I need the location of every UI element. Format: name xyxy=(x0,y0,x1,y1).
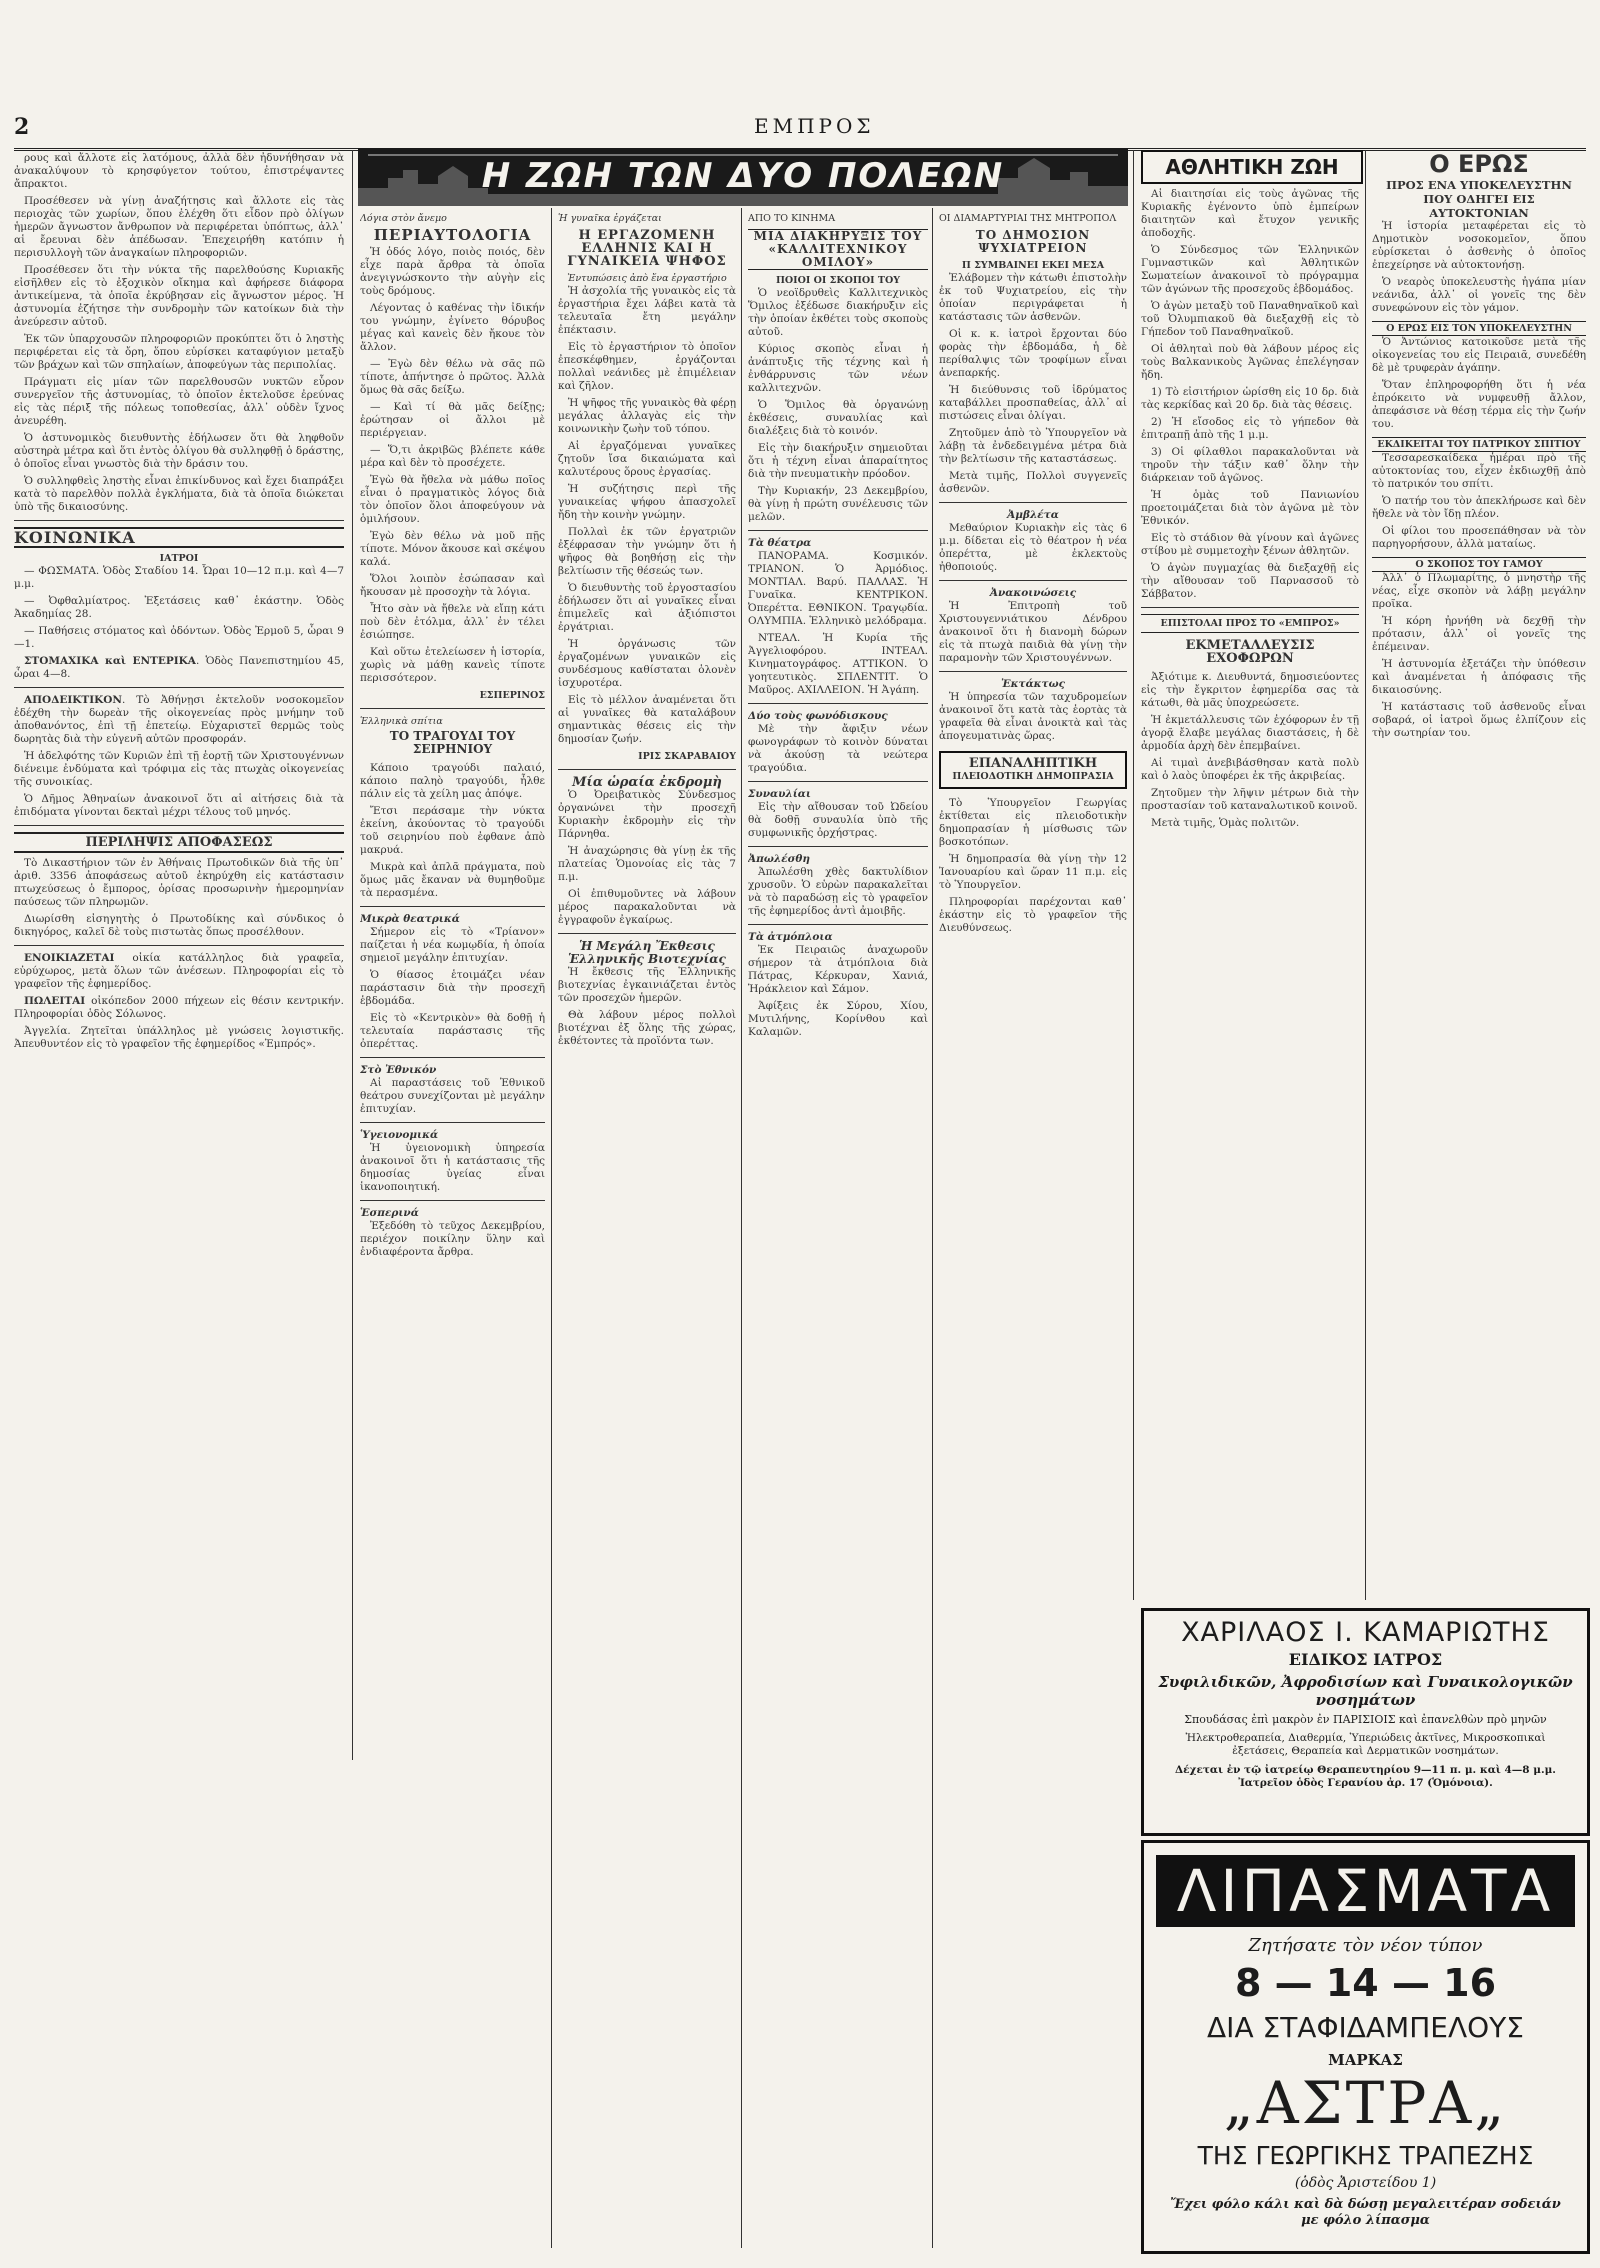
col3-kicker: Ἡ γυναῖκα ἐργάζεται xyxy=(558,213,662,224)
fertilizer-advertisement xyxy=(1141,1840,1590,2254)
col2-second-kicker: Ἑλληνικὰ σπίτια xyxy=(360,716,443,727)
column-rule xyxy=(551,208,552,2248)
letters-heading: ΕΠΙΣΤΟΛΑΙ ΠΡΟΣ ΤΟ «ΕΜΠΡΟΣ» xyxy=(1141,614,1359,633)
col4-lost-heading: Ἀπωλέσθη xyxy=(748,853,810,865)
column-3: Ἡ γυναῖκα ἐργάζεται Η ΕΡΓΑΖΟΜΕΝΗ ΕΛΛΗΝΙΣ ΚΑΙ Η ΓΥΝΑΙΚΕΙΑ ΨΗΦΟΣ Ἐντυπώσεις ἀπὸ ἕνα ἐργαστήριο Ἡ ἀσχολία τῆς γυναικὸς εἰς τὰ ἐργαστήρια ἔχει λάβει κατὰ τὰ τελευταῖα ἔτη μεγάλην ἐπέκτασιν. Εἰς τὸ ἐργαστήριον τὸ ὁποῖον ἐπεσκέφθημεν, ἐργάζονται πολλαὶ νεάνιδες μὲ ἐπιμέλειαν καὶ ζῆλον. Ἡ ψῆφος τῆς γυναικὸς θὰ φέρῃ μεγάλας ἀλλαγὰς εἰς τὴν κοινωνικὴν ζωὴν τοῦ τόπου. Αἱ ἐργαζόμεναι γυναῖκες ζητοῦν ἴσα δικαιώματα καὶ καλυτέρους ὅρους ἐργασίας. Ἡ συζήτησις περὶ τῆς γυναικείας ψήφου ἀπασχολεῖ ἤδη τὴν κοινὴν γνώμην. Πολλαὶ ἐκ τῶν ἐργατριῶν ἐξέφρασαν τὴν γνώμην ὅτι ἡ ψῆφος θὰ βοηθήσῃ εἰς τὴν βελτίωσιν τῆς θέσεώς των. Ὁ διευθυντὴς τοῦ ἐργοστασίου ἐδήλωσεν ὅτι αἱ γυναῖκες εἶναι ἐπιμελεῖς καὶ ἀξιόπιστοι ἐργάτριαι. Ἡ ὀργάνωσις τῶν ἐργαζομένων γυναικῶν εἰς συνδέσμους καθίσταται ὁλονὲν ἰσχυροτέρα. Εἰς τὸ μέλλον ἀναμένεται ὅτι αἱ γυναῖκες θὰ καταλάβουν σημαντικὰς θέσεις εἰς τὴν δημοσίαν ζωήν. ΙΡΙΣ ΣΚΑΡΑΒΑΙΟΥ Μία ὡραία ἐκδρομὴ Ὁ Ὀρειβατικὸς Σύνδεσμος ὀργανώνει τὴν προσεχῆ Κυριακὴν ἐκδρομὴν εἰς τὴν Πάρνηθα. Ἡ ἀναχώρησις θὰ γίνῃ ἐκ τῆς πλατείας Ὁμονοίας εἰς τὰς 7 π.μ. Οἱ ἐπιθυμοῦντες νὰ λάβουν μέρος παρακαλοῦνται νὰ ἐγγραφοῦν ἐγκαίρως. Ἡ Μεγάλη Ἔκθεσις Ἑλληνικῆς Βιοτεχνίας Ἡ ἔκθεσις τῆς Ἑλληνικῆς βιοτεχνίας ἐγκαινιάζεται ἐντὸς τῶν προσεχῶν ἡμερῶν. Θὰ λάβουν μέρος πολλοὶ βιοτέχναι ἐξ ὅλης τῆς χώρας, ἐκθέτοντες τὰ προϊόντα των. xyxy=(558,213,736,1047)
doctor-specialty: Συφιλιδικῶν, Ἀφροδισίων καὶ Γυναικολογικῶν νοσημάτων xyxy=(1158,1673,1573,1709)
page-header xyxy=(14,114,1586,151)
eros-second-heading: Ο ΕΡΩΣ ΕΙΣ ΤΟΝ ΥΠΟΚΕΛΕΥΣΤΗΝ xyxy=(1372,321,1586,336)
athletic-life-heading: ΑΘΛΗΤΙΚΗ ΖΩΗ xyxy=(1141,150,1363,184)
col3-title: Η ΕΡΓΑΖΟΜΕΝΗ ΕΛΛΗΝΙΣ ΚΑΙ Η ΓΥΝΑΙΚΕΙΑ ΨΗΦΟΣ xyxy=(567,228,727,269)
fertilizer-brand-label: ΜΑΡΚΑΣ xyxy=(1328,2051,1403,2069)
apodeiktikon-label: ΑΠΟΔΕΙΚΤΙΚΟΝ xyxy=(24,694,122,706)
fertilizer-brand: „ΑΣΤΡΑ„ xyxy=(1223,2069,1508,2137)
page-number: 2 xyxy=(14,114,30,140)
column-rule xyxy=(352,150,353,1760)
auction-title: ΕΠΑΝΑΛΗΠΤΙΚΗ xyxy=(968,756,1098,771)
auction-subtitle: ΠΛΕΙΟΔΟΤΙΚΗ ΔΗΜΟΠΡΑΣΙΑ xyxy=(952,771,1114,782)
fertilizer-title: ΛΙΠΑΣΜΑΤΑ xyxy=(1156,1855,1575,1927)
col2-sixth-title: Ἑσπερινά xyxy=(360,1207,419,1219)
column-rule xyxy=(1133,150,1134,1600)
col2-second-title: ΤΟ ΤΡΑΓΟΥΔΙ ΤΟΥ ΣΕΙΡΗΝΙΟΥ xyxy=(389,729,516,756)
doctor-title: ΕΙΔΙΚΟΣ ΙΑΤΡΟΣ xyxy=(1288,1650,1443,1669)
col5-kicker: ΟΙ ΔΙΑΜΑΡΤΥΡΙΑΙ ΤΗΣ ΜΗΤΡΟΠΟΛ xyxy=(939,213,1117,224)
fertilizer-line1: Ζητήσατε τὸν νέον τύπον xyxy=(1248,1935,1483,1956)
col2-third-title: Μικρὰ θεατρικά xyxy=(360,913,460,925)
auction-box xyxy=(939,751,1127,789)
doctor-services: Ἠλεκτροθεραπεία, Διαθερμία, Ὑπεριώδεις ἀκτῖνες, Μικροσκοπικαὶ ἐξετάσεις, Θεραπεία καὶ Δερματικῶν νοσημάτων. xyxy=(1185,1732,1546,1757)
koinonika-heading: ΚΟΙΝΩΝΙΚΑ xyxy=(14,527,344,548)
col5-title: ΤΟ ΔΗΜΟΣΙΟΝ ΨΥΧΙΑΤΡΕΙΟΝ xyxy=(975,228,1091,255)
poleitai-label: ΠΩΛΕΙΤΑΙ xyxy=(24,995,86,1007)
col5-second-title: Ἀμβλέτα xyxy=(1007,509,1059,521)
col3-second-title: Μία ὡραία ἐκδρομὴ xyxy=(572,775,722,790)
column-rule xyxy=(741,208,742,2248)
iatroi-heading: ΙΑΤΡΟΙ xyxy=(159,553,199,564)
col4-subtitle: ΠΟΙΟΙ ΟΙ ΣΚΟΠΟΙ ΤΟΥ xyxy=(775,275,901,286)
enoikiazetai-label: ΕΝΟΙΚΙΑΖΕΤΑΙ xyxy=(24,952,115,964)
col4-theaters-heading: Τὰ θέατρα xyxy=(748,537,812,549)
col4-kicker: ΑΠΟ ΤΟ ΚΙΝΗΜΑ xyxy=(748,213,836,224)
section-banner xyxy=(358,148,1128,206)
doctor-training: Σπουδάσας ἐπὶ μακρὸν ἐν ΠΑΡΙΣΙΟΙΣ καὶ ἐπανελθὼν πρὸ μηνῶν xyxy=(1184,1713,1547,1726)
col3-third-title: Ἡ Μεγάλη Ἔκθεσις Ἑλληνικῆς Βιοτεχνίας xyxy=(568,939,726,966)
column-rule xyxy=(932,208,933,2248)
column-5: ΟΙ ΔΙΑΜΑΡΤΥΡΙΑΙ ΤΗΣ ΜΗΤΡΟΠΟΛ ΤΟ ΔΗΜΟΣΙΟΝ ΨΥΧΙΑΤΡΕΙΟΝ Π ΣΥΜΒΑΙΝΕΙ ΕΚΕΙ ΜΕΣΑ Ἐλάβομεν τὴν κάτωθι ἐπιστολὴν ἐκ τοῦ Ψυχιατρείου, εἰς τὴν ὁποίαν περιγράφεται ἡ κατάστασις τῶν ἀσθενῶν. Οἱ κ. κ. ἰατροὶ ἔρχονται δύο φορὰς τὴν ἑβδομάδα, ἡ δὲ περίθαλψις τῶν τροφίμων εἶναι ἀνεπαρκής. Ἡ διεύθυνσις τοῦ ἱδρύματος καταβάλλει προσπαθείας, ἀλλ᾿ αἱ πιστώσεις εἶναι ὀλίγαι. Ζητοῦμεν ἀπὸ τὸ Ὑπουργεῖον νὰ λάβῃ τὰ ἐνδεδειγμένα μέτρα διὰ τὴν βελτίωσιν τῆς καταστάσεως. Μετὰ τιμῆς, Πολλοὶ συγγενεῖς ἀσθενῶν. Ἀμβλέτα Μεθαύριον Κυριακὴν εἰς τὰς 6 μ.μ. δίδεται εἰς τὸ θέατρον ἡ νέα ὀπερέττα, μὲ ἐκλεκτοὺς ἠθοποιούς. Ἀνακοινώσεις Ἡ Ἐπιτροπὴ τοῦ Χριστουγεννιάτικου Δένδρου ἀνακοινοῖ ὅτι ἡ διανομὴ δώρων εἰς τὰ πτωχὰ παιδιὰ θὰ γίνῃ τὴν παραμονὴν τῶν Χριστουγέννων. Ἐκτάκτως Ἡ ὑπηρεσία τῶν ταχυδρομείων ἀνακοινοῖ ὅτι κατὰ τὰς ἑορτὰς τὰ γραφεῖα θὰ εἶναι ἀνοικτὰ καὶ τὰς ἀπογευματινὰς ὥρας. ΕΠΑΝΑΛΗΠΤΙΚΗ ΠΛΕΙΟΔΟΤΙΚΗ ΔΗΜΟΠΡΑΣΙΑ Τὸ Ὑπουργεῖον Γεωργίας ἐκτίθεται εἰς πλειοδοτικὴν δημοπρασίαν ἡ μίσθωσις τῶν βοσκοτόπων. Ἡ δημοπρασία θὰ γίνῃ τὴν 12 Ἰανουαρίου καὶ ὥραν 11 π.μ. εἰς τὸ Ὑπουργεῖον. Πληροφορίαι παρέχονται καθ᾿ ἑκάστην εἰς τὸ γραφεῖον τῆς Διευθύνσεως. xyxy=(939,213,1127,934)
col2-signature: ΕΣΠΕΡΙΝΟΣ xyxy=(479,690,545,701)
doctor-advertisement xyxy=(1141,1608,1590,1836)
stomatikos-label: ΣΤΟΜΑΧΙΚΑ καὶ ΕΝΤΕΡΙΚΑ xyxy=(24,655,196,667)
col5-fourth-title: Ἐκτάκτως xyxy=(1001,678,1065,690)
column-rule xyxy=(1365,150,1366,1600)
col4-title: ΜΙΑ ΔΙΑΚΗΡΥΞΙΣ ΤΟΥ «ΚΑΛΛΙΤΕΧΝΙΚΟΥ ΟΜΙΛΟΥ» xyxy=(748,229,928,270)
left-column: ρους καὶ ἄλλοτε εἰς λατόμους, ἀλλὰ δὲν ἠδυνήθησαν νὰ ἀνακαλύψουν τὸ κρησφύγετον τούτου, ἐπιστρέψαντες ἄπρακτοι. Προσέθεσεν νὰ γίνῃ ἀναζήτησις καὶ ἄλλοτε εἰς τὰς περιοχὰς τῶν χωρίων, ὅπου ἐλέχθη ὅτι εἶδον πρὸ ὀλίγων ἡμερῶν ἄγνωστον ἄνθρωπον νὰ περιφέρεται ὑπόπτως, ἀλλ᾿ αἱ ἔρευναι δὲν ἀπέδωσαν. Ἐπεχειρήθη κατόπιν ἡ περισυλλογὴ τῶν ἀναγκαίων πληροφοριῶν. Προσέθεσεν ὅτι τὴν νύκτα τῆς παρελθούσης Κυριακῆς εἰσῆλθεν εἰς τὸ ἐξοχικὸν οἴκημα καὶ ἀφήρεσε διάφορα ἀντικείμενα, τὰ ὁποῖα ἐκρύβησαν εἰς ἄγνωστον μέρος. Ἡ ἀστυνομία ἐζήτησε τὴν συνδρομὴν τῶν κατοίκων διὰ τὴν ἀνεύρεσιν αὐτοῦ. Ἐκ τῶν ὑπαρχουσῶν πληροφοριῶν προκύπτει ὅτι ὁ ληστὴς περιφέρεται εἰς τὰ ὄρη, ὅπου εὑρίσκει καταφύγιον μεταξὺ τῶν βράχων καὶ τῶν σπηλαίων, ἀποφεύγων τὰς περιπολίας. Πράγματι εἰς μίαν τῶν παρελθουσῶν νυκτῶν εὗρον συνεργεῖον τῆς ἀστυνομίας, τὸ ὁποῖον ἐκτελοῦσε ἐρεύνας εἰς τὰς πέριξ τῆς πόλεως τοποθεσίας, ἀλλ᾿ οὐδὲν ἴχνος ἀνευρέθη. Ὁ ἀστυνομικὸς διευθυντὴς ἐδήλωσεν ὅτι θὰ ληφθοῦν αὐστηρὰ μέτρα καὶ ὅτι ἐντὸς ὀλίγου θὰ συλληφθῇ ὁ δράστης, ὁ ὁποῖος εἶναι γνωστὸς διὰ τὴν δράσιν του. Ὁ συλληφθεὶς ληστὴς εἶναι ἐπικίνδυνος καὶ ἔχει διαπράξει κατὰ τὸ παρελθὸν πολλὰ ἐγκλήματα, διὰ τὰ ὁποῖα διώκεται ὑπὸ τῆς δικαιοσύνης. ΚΟΙΝΩΝΙΚΑ ΙΑΤΡΟΙ — ΦΩΣΜΑΤΑ. Ὁδὸς Σταδίου 14. Ὧραι 10—12 π.μ. καὶ 4—7 μ.μ. — Ὀφθαλμίατρος. Ἐξετάσεις καθ᾿ ἑκάστην. Ὁδὸς Ἀκαδημίας 28. — Παθήσεις στόματος καὶ ὀδόντων. Ὁδὸς Ἐρμοῦ 5, ὧραι 9—1. ΣΤΟΜΑΧΙΚΑ καὶ ΕΝΤΕΡΙΚΑ. Ὁδὸς Πανεπιστημίου 45, ὧραι 4—8. ΑΠΟΔΕΙΚΤΙΚΟΝ. Τὸ Ἀθήνῃσι ἐκτελοῦν νοσοκομεῖον ἐδέχθη τὴν δωρεὰν τῆς οἰκογενείας πρὸς μνήμην τοῦ ἀποθανόντος, ἐπὶ τῇ ἐπετείῳ. Εὐχαριστεῖ θερμῶς τοὺς δωρητὰς διὰ τὴν εὐγενῆ αὐτῶν προσφοράν. Ἡ ἀδελφότης τῶν Κυριῶν ἐπὶ τῇ ἑορτῇ τῶν Χριστουγέννων διένειμε ἐνδύματα καὶ τρόφιμα εἰς τὰς πτωχὰς οἰκογενείας τῆς συνοικίας. Ὁ Δῆμος Ἀθηναίων ἀνακοινοῖ ὅτι αἱ αἰτήσεις διὰ τὰ ἐπιδόματα γίνονται δεκταὶ μέχρι τέλους τοῦ μηνός. ΠΕΡΙΛΗΨΙΣ ΑΠΟΦΑΣΕΩΣ Τὸ Δικαστήριον τῶν ἐν Ἀθήναις Πρωτοδικῶν διὰ τῆς ὑπ᾿ ἀριθ. 3356 ἀποφάσεως αὐτοῦ ἐκηρύχθη εἰς κατάστασιν πτωχεύσεως ὁ ἔμπορος, ὁρίσας προσωρινὴν ἡμερομηνίαν παύσεως τῶν πληρωμῶν. Διωρίσθη εἰσηγητὴς ὁ Πρωτοδίκης καὶ σύνδικος ὁ δικηγόρος, καλεῖ δὲ τοὺς πιστωτὰς ὅπως προσέλθουν. ΕΝΟΙΚΙΑΖΕΤΑΙ οἰκία κατάλληλος διὰ γραφεῖα, εὐρύχωρος, μετὰ ὅλων τῶν ἀνέσεων. Πληροφορίαι εἰς τὸ γραφεῖον τῆς ἐφημερίδος. ΠΩΛΕΙΤΑΙ οἰκόπεδον 2000 πήχεων εἰς θέσιν κεντρικήν. Πληροφορίαι ὁδὸς Σόλωνος. Ἀγγελία. Ζητεῖται ὑπάλληλος μὲ γνώσεις λογιστικῆς. Ἀπευθυντέον εἰς τὸ γραφεῖον τῆς ἐφημερίδος «Ἐμπρός». xyxy=(14,152,344,1050)
col3-subtitle: Ἐντυπώσεις ἀπὸ ἕνα ἐργαστήριο xyxy=(567,273,727,284)
col4-concert-heading: Συναυλίαι xyxy=(748,788,811,800)
col5-third-title: Ἀνακοινώσεις xyxy=(989,587,1077,599)
eros-subtitle: ΠΡΟΣ ΕΝΑ ΥΠΟΚΕΛΕΥΣΤΗΝ ΠΟΥ ΟΔΗΓΕΙ ΕΙΣ ΑΥΤΟΚΤΟΝΙΑΝ xyxy=(1386,178,1572,220)
perilipsis-heading: ΠΕΡΙΛΗΨΙΣ ΑΠΟΦΑΣΕΩΣ xyxy=(14,832,344,853)
eros-fourth-heading: Ο ΣΚΟΠΟΣ ΤΟΥ ΓΑΜΟΥ xyxy=(1372,557,1586,572)
col4-ships-heading: Τὰ ἀτμόπλοια xyxy=(748,931,833,943)
fertilizer-bank: ΤΗΣ ΓΕΩΡΓΙΚΗΣ ΤΡΑΠΕΖΗΣ xyxy=(1197,2141,1534,2170)
column-4: ΑΠΟ ΤΟ ΚΙΝΗΜΑ ΜΙΑ ΔΙΑΚΗΡΥΞΙΣ ΤΟΥ «ΚΑΛΛΙΤΕΧΝΙΚΟΥ ΟΜΙΛΟΥ» ΠΟΙΟΙ ΟΙ ΣΚΟΠΟΙ ΤΟΥ Ὁ νεοϊδρυθεὶς Καλλιτεχνικὸς Ὅμιλος ἐξέδωσε διακήρυξιν εἰς τὴν ὁποίαν ἐκθέτει τοὺς σκοποὺς αὐτοῦ. Κύριος σκοπὸς εἶναι ἡ ἀνάπτυξις τῆς τέχνης καὶ ἡ ἐνθάρρυνσις τῶν νέων καλλιτεχνῶν. Ὁ Ὅμιλος θὰ ὀργανώνῃ ἐκθέσεις, συναυλίας καὶ διαλέξεις διὰ τὸ κοινόν. Εἰς τὴν διακήρυξιν σημειοῦται ὅτι ἡ τέχνη εἶναι ἀπαραίτητος διὰ τὴν πνευματικὴν πρόοδον. Τὴν Κυριακήν, 23 Δεκεμβρίου, θὰ γίνῃ ἡ πρώτη συνέλευσις τῶν μελῶν. Τὰ θέατρα ΠΑΝΟΡΑΜΑ. Κοσμικόν. ΤΡΙΑΝΟΝ. Ὁ Ἀρμόδιος. ΜΟΝΤΙΑΛ. Βαρύ. ΠΑΛΛΑΣ. Ἡ Γυναῖκα. ΚΕΝΤΡΙΚΟΝ. Ὀπερέττα. ΕΘΝΙΚΟΝ. Τραγῳδία. ΟΛΥΜΠΙΑ. Ἑλληνικὸ μελόδραμα. ΝΤΕΑΛ. Ἡ Κυρία τῆς Ἀγγελιοφόρου. ΙΝΤΕΑΛ. Κινηματογράφος. ΑΤΤΙΚΟΝ. Ὁ γοητευτικὸς. ΣΠΛΕΝΤΙΤ. Ὁ Μαῦρος. ΑΧΙΛΛΕΙΟΝ. Ἡ Ἀγάπη. Δύο τοὺς φωνόδισκους Μὲ τὴν ἄφιξιν νέων φωνογράφων τὸ κοινὸν δύναται νὰ ἀκούσῃ τὰ νεώτερα τραγούδια. Συναυλίαι Εἰς τὴν αἴθουσαν τοῦ Ὠδείου θὰ δοθῇ συναυλία ὑπὸ τῆς συμφωνικῆς ὀρχήστρας. Ἀπωλέσθη Ἀπωλέσθη χθὲς δακτυλίδιον χρυσοῦν. Ὁ εὑρὼν παρακαλεῖται νὰ τὸ παραδώσῃ εἰς τὸ γραφεῖον τῆς ἐφημερίδος ἀντὶ ἀμοιβῆς. Τὰ ἀτμόπλοια Ἐκ Πειραιῶς ἀναχωροῦν σήμερον τὰ ἀτμόπλοια διὰ Πάτρας, Κέρκυραν, Χανιά, Ἡράκλειον καὶ Σάμον. Ἀφίξεις ἐκ Σύρου, Χίου, Μυτιλήνης, Κορίνθου καὶ Καλαμῶν. xyxy=(748,213,928,1038)
column-2: Λόγια στὸν ἄνεμο ΠΕΡΙΑΥΤΟΛΟΓΙΑ Ἡ ὁδός λόγο, ποιὸς ποιός, δὲν εἶχε παρὰ ἄρθρα τὰ ὁποῖα ἀνεγιγνώσκοντο τὴν αὐγὴν εἰς τοὺς δρόμους. Λέγοντας ὁ καθένας τὴν ἰδικήν του γνώμην, ἐγίνετο θόρυβος μέγας καὶ κανεὶς δὲν ἤκουε τὸν ἄλλον. — Ἐγὼ δὲν θέλω νὰ σᾶς πῶ τίποτε, ἀπήντησε ὁ πρῶτος. Ἀλλὰ ὅμως θὰ σᾶς δείξω. — Καὶ τί θὰ μᾶς δείξῃς; ἐρώτησαν οἱ ἄλλοι μὲ περιέργειαν. — Ὅ,τι ἀκριβῶς βλέπετε κάθε μέρα καὶ δὲν τὸ προσέχετε. Ἐγὼ θὰ ἤθελα νὰ μάθω ποῖος εἶναι ὁ πραγματικὸς λόγος διὰ τὸν ὁποῖον ὅλοι ἀποφεύγουν νὰ ὁμιλήσουν. Ἐγὼ δὲν θέλω νὰ μοῦ πῇς τίποτε. Μόνον ἄκουσε καὶ σκέψου καλά. Ὅλοι λοιπὸν ἐσώπασαν καὶ ἤκουσαν μὲ προσοχὴν τὰ λόγια. Ἦτο σὰν νὰ ἤθελε νὰ εἴπῃ κάτι ποὺ δὲν ἐτόλμα, ἀλλ᾿ ἐν τέλει ἐσιώπησε. Καὶ οὕτω ἐτελείωσεν ἡ ἱστορία, χωρὶς νὰ μάθῃ κανεὶς τίποτε περισσότερον. ΕΣΠΕΡΙΝΟΣ Ἑλληνικὰ σπίτια ΤΟ ΤΡΑΓΟΥΔΙ ΤΟΥ ΣΕΙΡΗΝΙΟΥ Κάποιο τραγούδι παλαιό, κάποιο παληὸ τραγούδι, ἦλθε πάλιν εἰς τὰ χείλη μας ἀπόψε. Ἔτσι περάσαμε τὴν νύκτα ἐκείνη, ἀκούοντας τὸ τραγούδι τοῦ σειρηνίου ποὺ ἐφθανε ἀπὸ μακρυά. Μικρὰ καὶ ἀπλᾶ πράγματα, ποὺ ὅμως μᾶς ἔκαναν νὰ θυμηθοῦμε τὰ περασμένα. Μικρὰ θεατρικά Σήμερον εἰς τὸ «Τρίανον» παίζεται ἡ νέα κωμῳδία, ἡ ὁποία σημειοῖ μεγάλην ἐπιτυχίαν. Ὁ θίασος ἑτοιμάζει νέαν παράστασιν διὰ τὴν προσεχῆ ἑβδομάδα. Εἰς τὸ «Κεντρικὸν» θὰ δοθῇ ἡ τελευταία παράστασις τῆς ὀπερέττας. Στὸ Ἐθνικόν Αἱ παραστάσεις τοῦ Ἐθνικοῦ θεάτρου συνεχίζονται μὲ μεγάλην ἐπιτυχίαν. Ὑγειονομικά Ἡ ὑγειονομικὴ ὑπηρεσία ἀνακοινοῖ ὅτι ἡ κατάστασις τῆς δημοσίας ὑγείας εἶναι ἱκανοποιητική. Ἑσπερινά Ἐξεδόθη τὸ τεῦχος Δεκεμβρίου, περιέχον ποικίλην ὕλην καὶ ἐνδιαφέροντα ἄρθρα. xyxy=(360,213,545,1258)
col5-subtitle: Π ΣΥΜΒΑΙΝΕΙ ΕΚΕΙ ΜΕΣΑ xyxy=(961,260,1105,271)
newspaper-name: ΕΜΠΡΟΣ xyxy=(754,114,875,138)
doctor-hours: Δέχεται ἐν τῷ ἰατρείῳ Θεραπευτηρίου 9—11 π. μ. καὶ 4—8 μ.μ. Ἰατρεῖον ὁδὸς Γερανίου ἀρ. 17 (Ὁμόνοια). xyxy=(1175,1764,1556,1789)
fertilizer-formula: 8 — 14 — 16 xyxy=(1234,1961,1497,2005)
fertilizer-slogan: Ἔχει φόλο κάλι καὶ δὰ δώσῃ μεγαλειτέραν σοδειάν με φόλο λίπασμα xyxy=(1170,2197,1561,2228)
col2-fourth-title: Στὸ Ἐθνικόν xyxy=(360,1064,437,1076)
eros-title: Ο ΕΡΩΣ xyxy=(1429,150,1529,178)
fertilizer-address: (ὁδὸς Ἀριστείδου 1) xyxy=(1294,2175,1437,2191)
col2-kicker: Λόγια στὸν ἄνεμο xyxy=(360,213,447,224)
col2-fifth-title: Ὑγειονομικά xyxy=(360,1129,439,1141)
banner-title: Η ΖΩΗ ΤΩΝ ΔΥΟ ΠΟΛΕΩΝ xyxy=(481,156,1005,196)
col4-cinemas-heading: Δύο τοὺς φωνόδισκους xyxy=(748,710,888,722)
doctor-name: ΧΑΡΙΛΑΟΣ Ι. ΚΑΜΑΡΙΩΤΗΣ xyxy=(1181,1617,1550,1648)
letters-subheading: ΕΚΜΕΤΑΛΛΕΥΣΙΣ ΕΧΟΦΩΡΩΝ xyxy=(1185,638,1315,666)
col3-signature: ΙΡΙΣ ΣΚΑΡΑΒΑΙΟΥ xyxy=(638,751,736,762)
col2-title: ΠΕΡΙΑΥΤΟΛΟΓΙΑ xyxy=(373,226,532,244)
fertilizer-line3: ΔΙΑ ΣΤΑΦΙΔΑΜΠΕΛΟΥΣ xyxy=(1207,2011,1524,2044)
eros-third-heading: ΕΚΔΙΚΕΙΤΑΙ ΤΟΥ ΠΑΤΡΙΚΟΥ ΣΠΙΤΙΟΥ xyxy=(1372,437,1586,452)
left-opening-text: ρους καὶ ἄλλοτε εἰς λατόμους, ἀλλὰ δὲν ἠδυνήθησαν νὰ ἀνακαλύψουν τὸ κρησφύγετον τούτου, ἐπιστρέψαντες ἄπρακτοι. xyxy=(14,152,344,190)
column-6: Αἱ διαιτησίαι εἰς τοὺς ἀγῶνας τῆς Κυριακῆς ἐγένοντο ὑπὸ ἐμπείρων διαιτητῶν καὶ ἔτυχον γενικῆς ἀποδοχῆς. Ὁ Σύνδεσμος τῶν Ἑλληνικῶν Γυμναστικῶν καὶ Ἀθλητικῶν Σωματείων ἀνακοινοῖ τὸ πρόγραμμα τῶν ἀγώνων τῆς προσεχοῦς ἑβδομάδος. Ὁ ἀγὼν μεταξὺ τοῦ Παναθηναϊκοῦ καὶ τοῦ Ὀλυμπιακοῦ θὰ διεξαχθῇ εἰς τὸ Γήπεδον τοῦ Παναθηναϊκοῦ. Οἱ ἀθληταὶ ποὺ θὰ λάβουν μέρος εἰς τοὺς Βαλκανικοὺς Ἀγῶνας ἐπελέγησαν ἤδη. 1) Τὸ εἰσιτήριον ὡρίσθη εἰς 10 δρ. διὰ τὰς κερκίδας καὶ 20 δρ. διὰ τὰς θέσεις. 2) Ἡ εἴσοδος εἰς τὸ γήπεδον θὰ ἐπιτραπῇ ἀπὸ τῆς 1 μ.μ. 3) Οἱ φίλαθλοι παρακαλοῦνται νὰ τηροῦν τὴν τάξιν καθ᾿ ὅλην τὴν διάρκειαν τοῦ ἀγῶνος. Ἡ ὁμὰς τοῦ Πανιωνίου προετοιμάζεται διὰ τὸν ἀγῶνα μὲ τὸν Ἐθνικόν. Εἰς τὸ στάδιον θὰ γίνουν καὶ ἀγῶνες στίβου μὲ συμμετοχὴν ξένων ἀθλητῶν. Ὁ ἀγὼν πυγμαχίας θὰ διεξαχθῇ εἰς τὴν αἴθουσαν τοῦ Παρνασσοῦ τὸ Σάββατον. ΕΠΙΣΤΟΛΑΙ ΠΡΟΣ ΤΟ «ΕΜΠΡΟΣ» ΕΚΜΕΤΑΛΛΕΥΣΙΣ ΕΧΟΦΩΡΩΝ Ἀξιότιμε κ. Διευθυντά, δημοσιεύοντες εἰς τὴν ἔγκριτον ἐφημερίδα σας τὰ κάτωθι, θὰ μᾶς ὑποχρεώσετε. Ἡ ἐκμετάλλευσις τῶν ἐχόφορων ἐν τῇ ἀγορᾷ ἔλαβε μεγάλας διαστάσεις, ἡ δὲ ἀρμοδία ἀρχὴ δὲν ἐπεμβαίνει. Αἱ τιμαὶ ἀνεβιβάσθησαν κατὰ πολὺ καὶ ὁ λαὸς ὑποφέρει ἐκ τῆς ἀκριβείας. Ζητοῦμεν τὴν λῆψιν μέτρων διὰ τὴν προστασίαν τοῦ καταναλωτικοῦ κοινοῦ. Μετὰ τιμῆς, Ὁμὰς πολιτῶν. xyxy=(1141,188,1359,829)
column-7: Ο ΕΡΩΣ ΠΡΟΣ ΕΝΑ ΥΠΟΚΕΛΕΥΣΤΗΝ ΠΟΥ ΟΔΗΓΕΙ ΕΙΣ ΑΥΤΟΚΤΟΝΙΑΝ Ἡ ἱστορία μεταφέρεται εἰς τὸ Δημοτικὸν νοσοκομεῖον, ὅπου εὑρίσκεται ὁ ἀσθενὴς ὁ ὁποῖος ἐπεχείρησε νὰ αὐτοκτονήσῃ. Ὁ νεαρὸς ὑποκελευστὴς ἠγάπα μίαν νεάνιδα, ἀλλ᾿ οἱ γονεῖς της δὲν συνεφώνουν εἰς τὸν γάμον. Ο ΕΡΩΣ ΕΙΣ ΤΟΝ ΥΠΟΚΕΛΕΥΣΤΗΝ Ὁ Ἀντώνιος κατοικοῦσε μετὰ τῆς οἰκογενείας του εἰς Πειραιᾶ, συνεδέθη δὲ μὲ τρυφερὰν ἀγάπην. Ὅταν ἐπληροφορήθη ὅτι ἡ νέα ἐπρόκειτο νὰ νυμφευθῇ ἄλλον, ἀπεφάσισε νὰ θέσῃ τέρμα εἰς τὴν ζωήν του. ΕΚΔΙΚΕΙΤΑΙ ΤΟΥ ΠΑΤΡΙΚΟΥ ΣΠΙΤΙΟΥ Τεσσαρεσκαίδεκα ἡμέραι πρὸ τῆς αὐτοκτονίας του, εἶχεν ἐκδιωχθῇ ἀπὸ τὸ πατρικόν του σπίτι. Ὁ πατήρ του τὸν ἀπεκλήρωσε καὶ δὲν ἤθελε νὰ τὸν ἴδῃ πλέον. Οἱ φίλοι του προσεπάθησαν νὰ τὸν παρηγορήσουν, ἀλλὰ ματαίως. Ο ΣΚΟΠΟΣ ΤΟΥ ΓΑΜΟΥ Ἀλλ᾿ ὁ Πλωμαρίτης, ὁ μνηστὴρ τῆς νέας, εἶχε σκοπὸν νὰ λάβῃ μεγάλην προῖκα. Ἡ κόρη ἠρνήθη νὰ δεχθῇ τὴν πρότασιν, ἀλλ᾿ οἱ γονεῖς της ἐπέμειναν. Ἡ ἀστυνομία ἐξετάζει τὴν ὑπόθεσιν καὶ ἀναμένεται ἡ ἀπόφασις τῆς δικαιοσύνης. Ἡ κατάστασις τοῦ ἀσθενοῦς εἶναι σοβαρά, οἱ ἰατροὶ ὅμως ἐλπίζουν εἰς τὴν σωτηρίαν του. xyxy=(1372,150,1586,739)
